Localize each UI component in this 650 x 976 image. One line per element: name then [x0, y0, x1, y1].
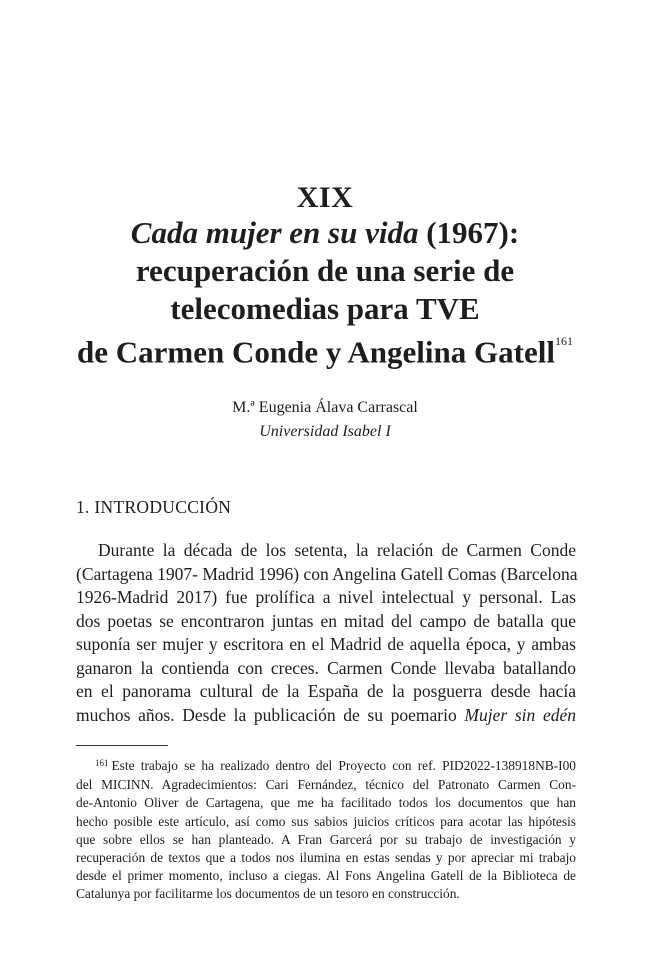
title-line-2: recuperación de una serie de [135, 253, 515, 288]
chapter-number: XIX [296, 181, 354, 214]
body-line: Durante la década de los setenta, la relación de Carmen Conde [98, 540, 576, 560]
author-affiliation: Universidad Isabel I [259, 423, 391, 440]
title-year: (1967): [418, 215, 520, 250]
footnote-line: de-Antonio Oliver de Cartagena, que me ha facilitado todos los documentos que han [76, 795, 576, 811]
title-italic: Cada mujer en su vida [130, 215, 419, 250]
footnote-divider [76, 745, 168, 746]
footnote-line: hecho posible este artículo, así como sus sabios juicios críticos para acotar las hipótesis [76, 813, 576, 829]
footnote [76, 757, 576, 904]
footnote-line: Catalunya por facilitarme los documentos de un tesoro en construcción. [76, 886, 460, 902]
footnote-line: recuperación de textos que a todos nos ilumina en estas sendas y por apreciar mi trabajo [76, 850, 576, 866]
footnote-marker: 161 [95, 758, 109, 768]
body-line: 1926-Madrid 2017) fue prolífica a nivel intelectual y personal. Las [76, 587, 576, 607]
author-name: M.ª Eugenia Álava Carrascal [232, 399, 418, 416]
title-line-1 [0, 214, 650, 252]
body-line: suponía ser mujer y escritora en el Madrid de aquella época, y ambas [76, 634, 576, 654]
body-line: en el panorama cultural de la España de la posguerra desde hacía [76, 681, 576, 701]
footnote-line: del MICINN. Agradecimientos: Cari Fernández, técnico del Patronato Carmen Con- [76, 777, 576, 793]
body-line: ganaron la contienda con creces. Carmen Conde llevaba batallando [76, 657, 576, 678]
body-paragraph [76, 539, 576, 727]
title-line-4-text: de Carmen Conde y Angelina Gatell [77, 334, 555, 370]
chapter-title [0, 214, 650, 371]
body-italic-title: Mujer sin edén [464, 704, 576, 725]
footnote-line: que sobre ellos se han planteado. A Fran Garcerá por su trabajo de investigación y [76, 831, 576, 847]
title-footnote-ref[interactable]: 161 [554, 334, 573, 348]
footnote-line: desde el primer momento, incluso a ciegas. Al Fons Angelina Gatell de la Biblioteca de [76, 868, 576, 884]
body-line: dos poetas se encontraron juntas en mitad del campo de batalla que [76, 610, 576, 631]
body-line: (Cartagena 1907- Madrid 1996) con Angelina Gatell Comas (Barcelona [76, 563, 578, 584]
body-line-last [76, 704, 576, 728]
title-line-3: telecomedias para TVE [170, 291, 480, 326]
footnote-line [76, 757, 576, 776]
footnote-line-text: Este trabajo se ha realizado dentro del Proyecto con ref. PID2022-138918NB-I00 [111, 758, 576, 773]
section-heading: 1. INTRODUCCIÓN [76, 497, 232, 517]
body-last-line-text: muchos años. Desde la publicación de su poemario [76, 704, 465, 725]
title-line-4 [0, 328, 650, 371]
